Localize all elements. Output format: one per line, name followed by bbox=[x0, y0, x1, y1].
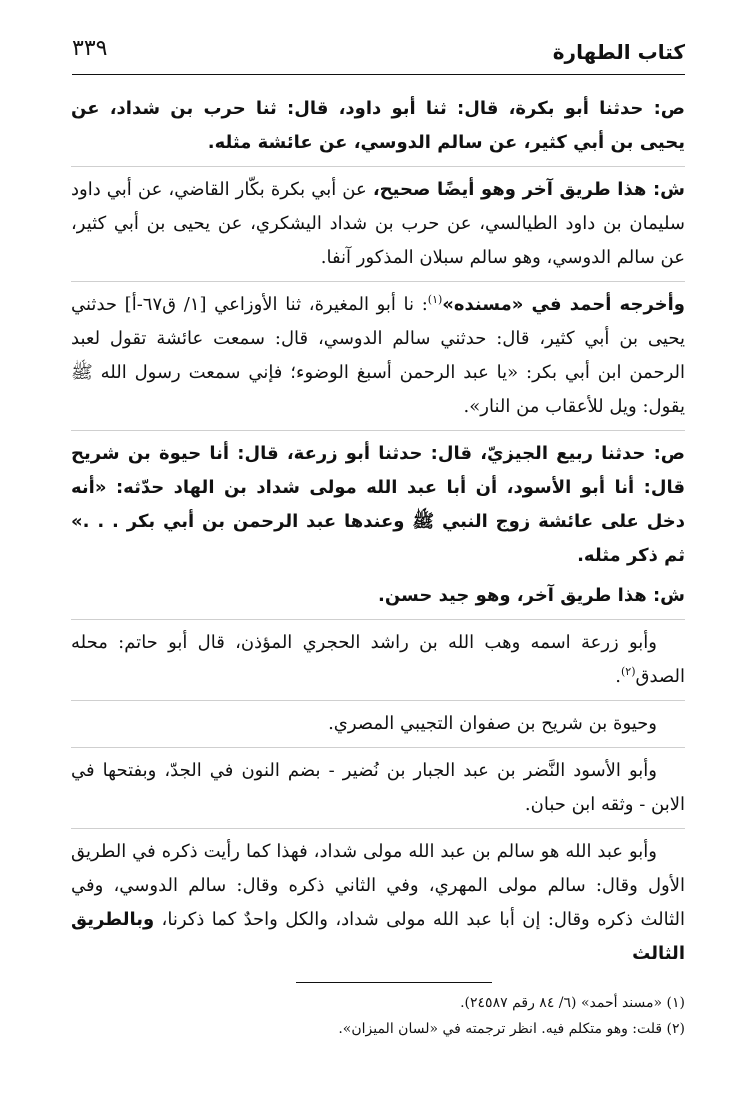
paragraph-commentary-2: ش: هذا طريق آخر، وهو جيد حسن. bbox=[378, 585, 685, 606]
paragraph-divider bbox=[71, 166, 685, 167]
chapter-title: كتاب الطهارة bbox=[552, 40, 685, 64]
commentary-text: عن أبي بكرة بكّار القاضي، عن أبي داود سليمان بن داود الطيالسي، عن حرب بن شداد اليشكري، عن يحيى بن أبي كثير، عن سالم الدوسي، وهو سالم سبلان المذكور آنفا. bbox=[71, 179, 685, 268]
footnote-2: (٢) قلت: وهو متكلم فيه. انظر ترجمته في «لسان الميزان». bbox=[338, 1021, 685, 1037]
footnotes bbox=[71, 990, 685, 1042]
abu-abdullah-bold-tail: وبالطريق الثالث bbox=[71, 909, 685, 964]
paragraph-divider bbox=[71, 619, 685, 620]
paragraph-divider bbox=[71, 281, 685, 282]
page-number: ٣٣٩ bbox=[72, 36, 108, 61]
paragraph-narration-1: ص: حدثنا أبو بكرة، قال: ثنا أبو داود، قال: ثنا حرب بن شداد، عن يحيى بن أبي كثير، عن سالم الدوسي، عن عائشة مثله. bbox=[71, 98, 685, 153]
abu-zura-text: وأبو زرعة اسمه وهب الله بن راشد الحجري المؤذن، قال أبو حاتم: محله الصدق bbox=[71, 632, 685, 687]
paragraph-hayweh: وحيوة بن شريح بن صفوان التجيبي المصري. bbox=[328, 713, 657, 734]
paragraph-divider bbox=[71, 700, 685, 701]
paragraph-divider bbox=[71, 430, 685, 431]
paragraph-narration-2: ص: حدثنا ربيع الجيزيّ، قال: حدثنا أبو زرعة، قال: أنا حيوة بن شريح قال: أنا أبو الأسود، أن أبا عبد الله مولى شداد بن الهاد حدّثه: «أنه دخل على عائشة زوج النبي ﷺ وعندها عبد الرحمن بن أبي بكر . . .» ثم ذكر مثله. bbox=[71, 443, 685, 566]
abu-zura-tail: . bbox=[615, 666, 621, 687]
footnote-ref-1[interactable]: (١) bbox=[427, 293, 443, 306]
running-header bbox=[72, 34, 685, 75]
footnote-1: (١) «مسند أحمد» (٦/ ٨٤ رقم ٢٤٥٨٧). bbox=[460, 995, 685, 1011]
commentary-lead: ش: هذا طريق آخر وهو أيضًا صحيح، bbox=[372, 179, 685, 200]
footnote-separator bbox=[296, 982, 492, 983]
paragraph-divider bbox=[71, 828, 685, 829]
paragraph-abu-aswad: وأبو الأسود النَّضر بن عبد الجبار بن نُضير - بضم النون في الجدّ، وبفتحها في الابن - وثقه ابن حبان. bbox=[71, 760, 685, 815]
paragraph-abu-abdullah bbox=[71, 835, 685, 971]
paragraph-divider bbox=[71, 747, 685, 748]
abu-abdullah-text: وأبو عبد الله هو سالم بن عبد الله مولى شداد، فهذا كما رأيت ذكره في الطريق الأول وقال: سالم مولى المهري، وفي الثاني ذكره وقال: سالم الدوسي، وفي الثالث ذكره وقال: إن أبا عبد الله مولى شداد، والكل واحدٌ كما ذكرنا، bbox=[71, 841, 685, 930]
paragraph-takhrij bbox=[71, 288, 685, 424]
takhrij-lead: وأخرجه أحمد في «مسنده» bbox=[442, 294, 685, 315]
footnote-ref-2[interactable]: (٢) bbox=[620, 665, 636, 678]
paragraph-abu-zura bbox=[71, 626, 685, 694]
main-text bbox=[71, 92, 685, 977]
takhrij-text: : نا أبو المغيرة، ثنا الأوزاعي [١/ ق٦٧-أ] حدثني يحيى بن أبي كثير، قال: حدثني سالم الدوسي، قال: سمعت عائشة تقول لعبد الرحمن ابن أبي بكر: «يا عبد الرحمن أسبغ الوضوء؛ فإني سمعت رسول الله ﷺ يقول: ويل للأعقاب من النار». bbox=[71, 294, 685, 417]
paragraph-commentary-1 bbox=[71, 173, 685, 275]
